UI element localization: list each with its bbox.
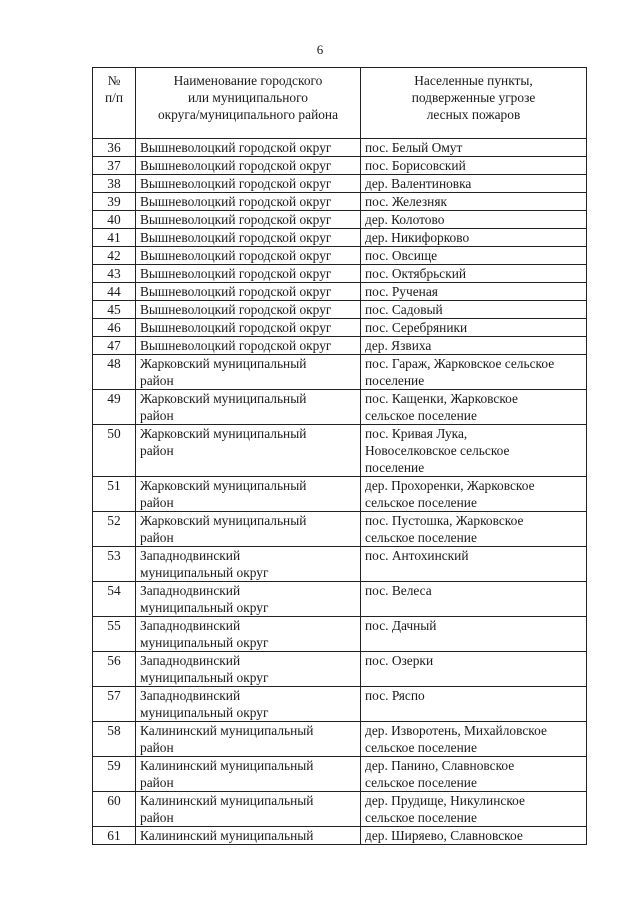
row-district: Калининский муниципальный район — [136, 722, 361, 757]
table-row — [93, 193, 587, 211]
row-number: 61 — [93, 827, 136, 845]
table-row — [93, 337, 587, 355]
row-district: Западнодвинский муниципальный округ — [136, 652, 361, 687]
table-row — [93, 175, 587, 193]
row-district: Западнодвинский муниципальный округ — [136, 617, 361, 652]
table-row — [93, 211, 587, 229]
row-settlement: дер. Язвиха — [361, 337, 587, 355]
row-number: 50 — [93, 425, 136, 477]
table-row — [93, 247, 587, 265]
table-header-row — [93, 68, 587, 139]
page-number: 6 — [316, 42, 324, 57]
table-row — [93, 319, 587, 337]
row-number: 38 — [93, 175, 136, 193]
row-number: 52 — [93, 512, 136, 547]
row-district: Жарковский муниципальный район — [136, 390, 361, 425]
table-row — [93, 283, 587, 301]
table-row — [93, 827, 587, 845]
row-number: 48 — [93, 355, 136, 390]
row-number: 45 — [93, 301, 136, 319]
row-settlement: пос. Рученая — [361, 283, 587, 301]
table-row — [93, 617, 587, 652]
row-settlement: пос. Антохинский — [361, 547, 587, 582]
row-district: Вышневолоцкий городской округ — [136, 211, 361, 229]
row-number: 49 — [93, 390, 136, 425]
row-number: 37 — [93, 157, 136, 175]
row-settlement: пос. Борисовский — [361, 157, 587, 175]
row-number: 56 — [93, 652, 136, 687]
row-district: Западнодвинский муниципальный округ — [136, 687, 361, 722]
row-district: Вышневолоцкий городской округ — [136, 283, 361, 301]
row-settlement: пос. Овсище — [361, 247, 587, 265]
row-settlement: дер. Никифорково — [361, 229, 587, 247]
row-settlement: дер. Прудище, Никулинское сельское поселение — [361, 792, 587, 827]
row-district: Калининский муниципальный район — [136, 757, 361, 792]
row-number: 51 — [93, 477, 136, 512]
table-row — [93, 355, 587, 390]
row-settlement: дер. Прохоренки, Жарковское сельское поселение — [361, 477, 587, 512]
row-settlement: пос. Дачный — [361, 617, 587, 652]
header-district: Наименование городского или муниципального округа/муниципального района — [136, 68, 361, 139]
row-settlement: пос. Железняк — [361, 193, 587, 211]
row-district: Западнодвинский муниципальный округ — [136, 547, 361, 582]
table-body — [93, 139, 587, 845]
row-number: 47 — [93, 337, 136, 355]
row-district: Вышневолоцкий городской округ — [136, 175, 361, 193]
table-row — [93, 582, 587, 617]
row-number: 55 — [93, 617, 136, 652]
row-settlement: дер. Панино, Славновское сельское поселение — [361, 757, 587, 792]
row-number: 40 — [93, 211, 136, 229]
row-settlement: пос. Белый Омут — [361, 139, 587, 157]
table-row — [93, 757, 587, 792]
table-row — [93, 265, 587, 283]
row-number: 43 — [93, 265, 136, 283]
row-settlement: дер. Колотово — [361, 211, 587, 229]
settlements-table — [92, 67, 587, 845]
row-settlement: пос. Озерки — [361, 652, 587, 687]
table-row — [93, 792, 587, 827]
row-settlement: дер. Валентиновка — [361, 175, 587, 193]
row-district: Калининский муниципальный — [136, 827, 361, 845]
row-district: Вышневолоцкий городской округ — [136, 337, 361, 355]
header-settlement: Населенные пункты, подверженные угрозе лесных пожаров — [361, 68, 587, 139]
row-district: Калининский муниципальный район — [136, 792, 361, 827]
row-settlement: пос. Велеса — [361, 582, 587, 617]
row-settlement: пос. Кривая Лука, Новоселковское сельское поселение — [361, 425, 587, 477]
header-number: № п/п — [93, 68, 136, 139]
row-settlement: пос. Пустошка, Жарковское сельское поселение — [361, 512, 587, 547]
row-settlement: пос. Кащенки, Жарковское сельское поселение — [361, 390, 587, 425]
row-number: 60 — [93, 792, 136, 827]
row-district: Вышневолоцкий городской округ — [136, 193, 361, 211]
table-row — [93, 722, 587, 757]
row-settlement: пос. Садовый — [361, 301, 587, 319]
row-number: 57 — [93, 687, 136, 722]
row-number: 46 — [93, 319, 136, 337]
row-district: Жарковский муниципальный район — [136, 477, 361, 512]
row-settlement: пос. Серебряники — [361, 319, 587, 337]
row-district: Западнодвинский муниципальный округ — [136, 582, 361, 617]
row-district: Вышневолоцкий городской округ — [136, 229, 361, 247]
table-row — [93, 157, 587, 175]
row-number: 42 — [93, 247, 136, 265]
row-settlement: дер. Изворотень, Михайловское сельское поселение — [361, 722, 587, 757]
table-row — [93, 687, 587, 722]
row-district: Вышневолоцкий городской округ — [136, 139, 361, 157]
row-number: 59 — [93, 757, 136, 792]
row-district: Жарковский муниципальный район — [136, 512, 361, 547]
table-row — [93, 547, 587, 582]
row-settlement: дер. Ширяево, Славновское — [361, 827, 587, 845]
row-district: Жарковский муниципальный район — [136, 425, 361, 477]
table-row — [93, 139, 587, 157]
table-row — [93, 301, 587, 319]
row-district: Вышневолоцкий городской округ — [136, 265, 361, 283]
row-number: 41 — [93, 229, 136, 247]
row-number: 39 — [93, 193, 136, 211]
table-row — [93, 652, 587, 687]
table-row — [93, 229, 587, 247]
row-district: Вышневолоцкий городской округ — [136, 157, 361, 175]
table-row — [93, 512, 587, 547]
row-settlement: пос. Гараж, Жарковское сельское поселение — [361, 355, 587, 390]
row-settlement: пос. Ряспо — [361, 687, 587, 722]
row-number: 44 — [93, 283, 136, 301]
table-row — [93, 390, 587, 425]
table-row — [93, 477, 587, 512]
row-number: 53 — [93, 547, 136, 582]
row-number: 36 — [93, 139, 136, 157]
row-district: Жарковский муниципальный район — [136, 355, 361, 390]
row-number: 54 — [93, 582, 136, 617]
row-district: Вышневолоцкий городской округ — [136, 319, 361, 337]
table-row — [93, 425, 587, 477]
row-settlement: пос. Октябрьский — [361, 265, 587, 283]
row-number: 58 — [93, 722, 136, 757]
row-district: Вышневолоцкий городской округ — [136, 301, 361, 319]
row-district: Вышневолоцкий городской округ — [136, 247, 361, 265]
